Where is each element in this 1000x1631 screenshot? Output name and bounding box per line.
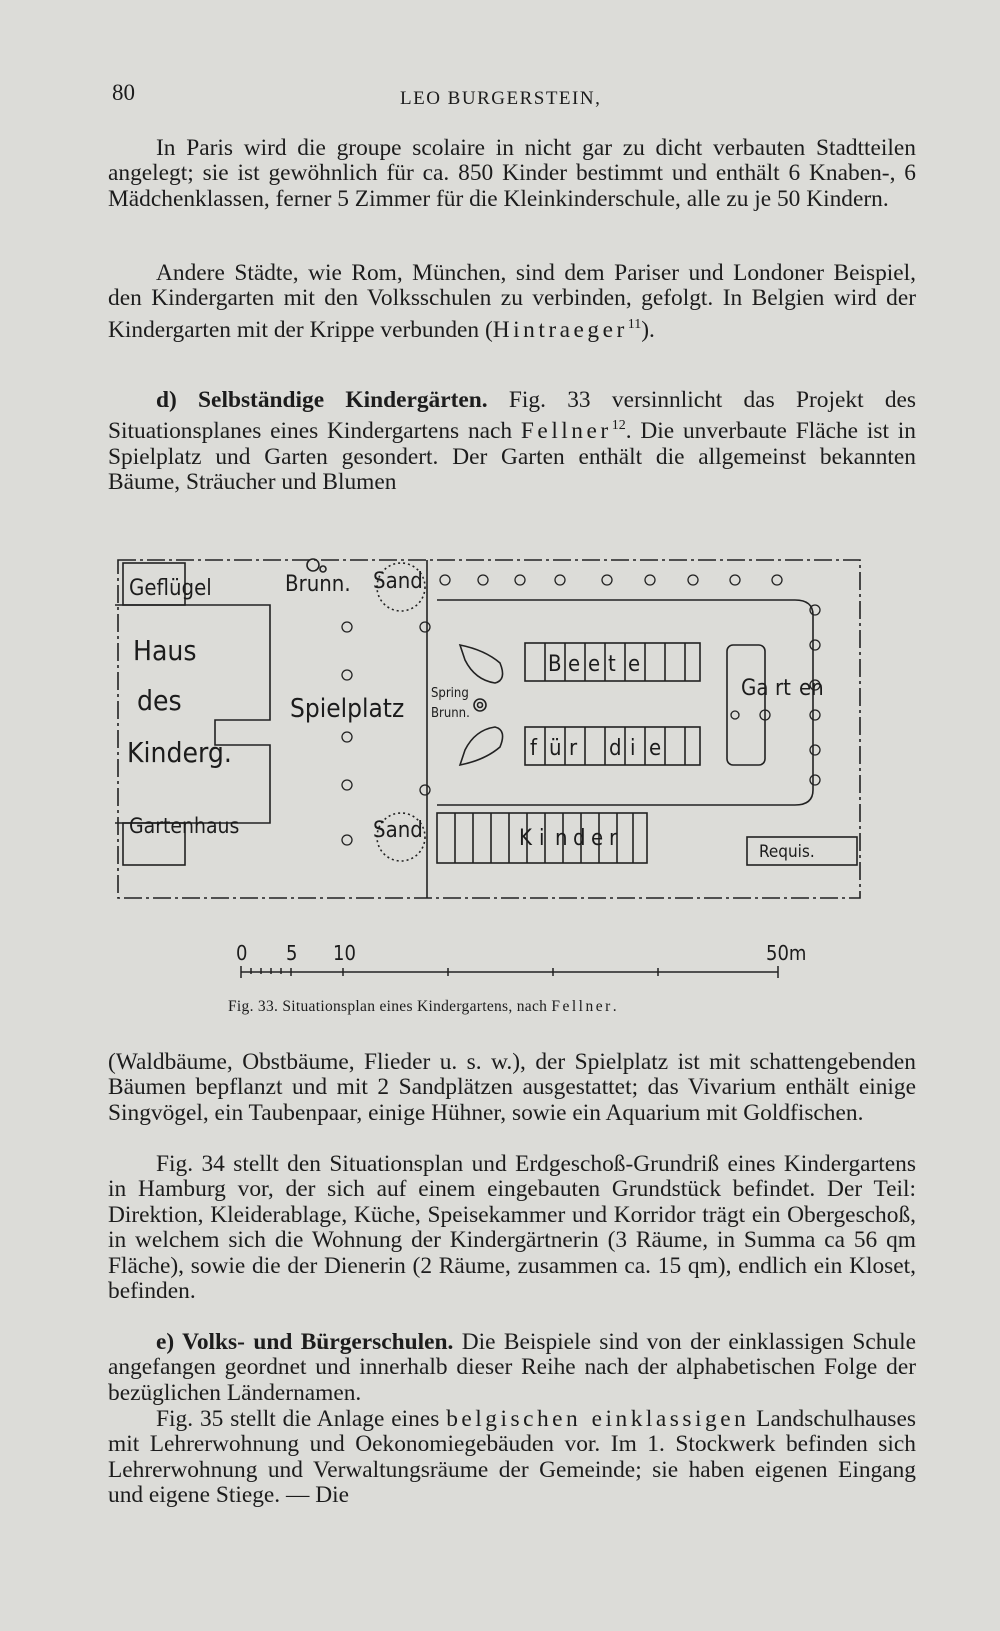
section-heading-e: e) Volks- und Bürgerschulen.	[156, 1329, 454, 1355]
p6-text: Die Beispiele sind von der einklassigen Schule angefangen geordnet und innerhalb dieser Reihe nach der alphabetischen Folge der bezüglichen Ländernamen.	[108, 1329, 916, 1406]
site-plan-figure	[115, 555, 895, 915]
svg-text:en: en	[799, 676, 824, 701]
svg-text:i: i	[539, 826, 545, 851]
page-number: 80	[112, 80, 135, 105]
svg-text:t: t	[608, 652, 616, 677]
caption-text: Situationsplan eines Kindergartens, nach	[278, 998, 552, 1015]
scale-tick-10: 10	[333, 941, 356, 965]
site-plan-svg	[115, 555, 895, 915]
brunnen-circle	[307, 559, 319, 571]
p3-end: . Die unverbaute Fläche ist in Spielplatz und Garten gesondert. Der Garten enthält die allgemeinst bekannten Bäume, Sträucher und Blumen	[108, 418, 916, 496]
label-kinder	[519, 826, 618, 851]
running-head: LEO BURGERSTEIN,	[400, 88, 602, 109]
label-des: des	[137, 684, 182, 717]
svg-text:r: r	[609, 826, 618, 851]
p7-b: Landschulhauses mit Lehrerwohnung und Oekonomiegebäuden vor. Im 1. Stockwerk befinden sich Lehrerwohnung und Verwaltungsräume der Gemeinde; sie haben eigenen Eingang und eigene Stiege. — Die	[108, 1406, 916, 1509]
shrub-blob-top	[460, 645, 503, 683]
p3-text: Fig. 33 versinnlicht das Projekt des Situationsplanes eines Kindergartens nach	[108, 387, 916, 445]
label-haus: Haus	[133, 634, 197, 667]
p7-a: Fig. 35 stellt die Anlage eines	[156, 1406, 447, 1432]
garten-bed	[727, 645, 765, 765]
author-fellner: Fellner	[520, 418, 612, 445]
section-heading-d: d) Selbständige Kindergärten.	[156, 387, 488, 413]
svg-text:B: B	[548, 652, 562, 677]
svg-text:e: e	[649, 736, 662, 761]
paragraph-selbstaendige	[108, 388, 916, 495]
spring-fountain-inner	[478, 703, 483, 708]
spring-fountain-outer	[474, 699, 486, 711]
label-garten	[741, 676, 824, 701]
svg-text:n: n	[555, 826, 568, 851]
paragraph-paris: In Paris wird die groupe scolaire in nicht gar zu dicht verbauten Stadtteilen angelegt; sie ist gewöhnlich für ca. 850 Kinder bestimmt und enthält 6 Knaben-, 6 Mädchenklassen, ferner 5 Zimmer für die Kleinkinderschule, alle zu je 50 Kindern.	[108, 135, 916, 212]
label-fuer-die	[530, 736, 661, 761]
garden-path	[437, 600, 813, 805]
shrub-blob-bottom	[460, 727, 503, 765]
svg-text:rt: rt	[775, 676, 791, 701]
scale-bar-svg	[228, 938, 808, 988]
label-sand-top: Sand	[373, 569, 423, 594]
author-hintraeger: Hintraeger	[492, 316, 628, 343]
paragraph-fig35	[108, 1407, 916, 1509]
svg-text:f: f	[530, 736, 537, 761]
svg-text:e: e	[568, 652, 581, 677]
scale-tick-0: 0	[236, 941, 248, 965]
scale-tick-5: 5	[286, 941, 298, 965]
svg-text:r: r	[569, 736, 578, 761]
label-brunn: Brunn.	[285, 572, 351, 597]
svg-text:e: e	[628, 652, 641, 677]
caption-prefix: Fig. 33.	[228, 998, 279, 1015]
caption-end: .	[612, 998, 617, 1015]
label-requis: Requis.	[759, 842, 815, 862]
svg-text:d: d	[573, 826, 586, 851]
label-spring: Spring	[431, 686, 469, 701]
label-kinderg: Kinderg.	[127, 736, 232, 769]
label-beete	[548, 652, 640, 677]
svg-text:i: i	[630, 736, 636, 761]
paragraph-volksschulen	[108, 1330, 916, 1406]
label-sand-bottom: Sand	[373, 818, 423, 843]
scale-bar	[228, 938, 808, 988]
scale-tick-50m: 50m	[766, 941, 807, 965]
paragraph-waldbaeume: (Waldbäume, Obstbäume, Flieder u. s. w.), der Spielplatz ist mit schattengebenden Bäumen bepflanzt und mit 2 Sandplätzen ausgestattet; das Vivarium enthält einige Singvögel, ein Taubenpaar, einige Hühner, sowie ein Aquarium mit Goldfischen.	[108, 1049, 916, 1126]
svg-text:K: K	[519, 826, 532, 851]
p2-text: Andere Städte, wie Rom, München, sind dem Pariser und Londoner Beispiel, den Kindergarten mit den Volksschulen zu verbinden, gefolgt. In Belgien wird der Kindergarten mit der Krippe verbunden (	[108, 260, 916, 343]
label-brunn-spring: Brunn.	[431, 706, 470, 721]
svg-text:ü: ü	[549, 736, 562, 761]
p2-end: ).	[641, 316, 655, 343]
svg-text:e: e	[588, 652, 601, 677]
figure-caption	[228, 998, 617, 1016]
p7-spaced: belgischen einklassigen	[446, 1406, 750, 1432]
paragraph-andere-staedte	[108, 261, 916, 343]
label-gefluegel: Geflügel	[129, 576, 212, 601]
svg-text:Ga: Ga	[741, 676, 769, 701]
label-spielplatz: Spielplatz	[290, 694, 405, 724]
caption-author: Fellner	[551, 998, 613, 1015]
svg-text:d: d	[609, 736, 622, 761]
label-gartenhaus: Gartenhaus	[129, 814, 240, 838]
svg-text:e: e	[591, 826, 604, 851]
footnote-ref-12: 12	[611, 418, 626, 434]
paragraph-fig34: Fig. 34 stellt den Situationsplan und Erdgeschoß-Grundriß eines Kindergartens in Hamburg vor, der sich auf einem eingebauten Grundstück befindet. Der Teil: Direktion, Kleiderablage, Küche, Speisekammer und Korridor trägt ein Obergeschoß, in welchem sich die Wohnung der Kindergärtnerin (3 Räume, in Summa ca 56 qm Fläche), sowie die der Dienerin (2 Räume, zusammen ca. 15 qm), endlich ein Kloset, befinden.	[108, 1151, 916, 1305]
footnote-ref-11: 11	[627, 316, 642, 332]
